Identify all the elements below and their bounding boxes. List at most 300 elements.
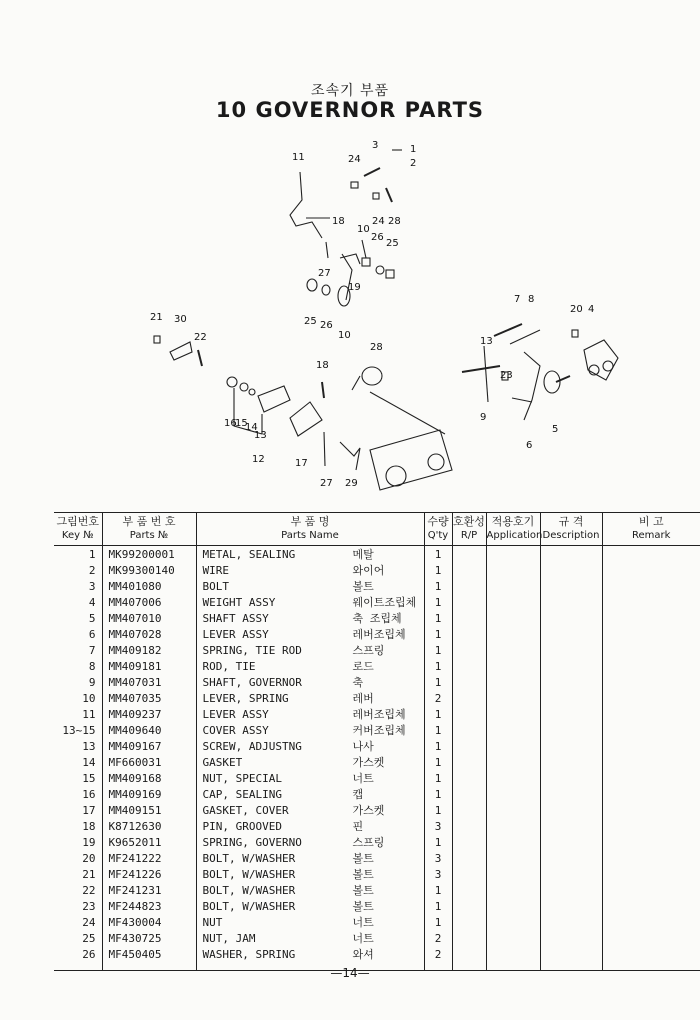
description-cell (540, 866, 602, 882)
rp-cell (452, 914, 486, 930)
key: 19 (82, 835, 96, 849)
part-name-korean: 가스켓 (352, 756, 385, 769)
quantity: 3 (424, 850, 452, 866)
part-name-korean: 볼트 (352, 580, 374, 593)
table-row (54, 706, 700, 722)
part-number: MM407035 (102, 690, 196, 706)
part-name-english: LEVER, SPRING (202, 692, 289, 705)
quantity: 1 (424, 642, 452, 658)
part-number: MF244823 (102, 898, 196, 914)
rp-cell (452, 706, 486, 722)
callout: 24 (348, 154, 361, 165)
part-name (196, 898, 424, 914)
part-name-english: ROD, TIE (202, 660, 256, 673)
quantity: 1 (424, 914, 452, 930)
description-cell (540, 722, 602, 738)
callout: 26 (320, 320, 333, 331)
part-number: MK99300140 (102, 562, 196, 578)
part-number: MM409151 (102, 802, 196, 818)
key: 16 (82, 787, 96, 801)
part-number: MM401080 (102, 578, 196, 594)
quantity: 3 (424, 866, 452, 882)
table-row (54, 866, 700, 882)
table-row (54, 850, 700, 866)
part-name (196, 642, 424, 658)
table-row (54, 914, 700, 930)
part-name-english: CAP, SEALING (202, 788, 282, 801)
callout: 16 (224, 418, 237, 429)
callout: 17 (295, 458, 308, 469)
key: 13 (82, 739, 96, 753)
header-description: 규 격 Description (540, 513, 602, 546)
part-name-english: SPRING, GOVERNO (202, 836, 302, 849)
application-cell (486, 882, 540, 898)
key: 22 (82, 883, 96, 897)
key: 2 (88, 563, 96, 577)
rp-cell (452, 866, 486, 882)
part-name-korean: 커버조립체 (352, 724, 406, 737)
part-name-korean: 레버조립체 (352, 628, 406, 641)
part-name-korean: 축 (352, 676, 364, 689)
quantity: 1 (424, 578, 452, 594)
rp-cell (452, 850, 486, 866)
table-row (54, 898, 700, 914)
remark-cell (602, 546, 700, 563)
callout: 22 (194, 332, 207, 343)
description-cell (540, 898, 602, 914)
callout: 18 (316, 360, 329, 371)
rp-cell (452, 722, 486, 738)
application-cell (486, 786, 540, 802)
table-row (54, 610, 700, 626)
part-name (196, 834, 424, 850)
part-number: MM409167 (102, 738, 196, 754)
description-cell (540, 930, 602, 946)
description-cell (540, 754, 602, 770)
part-number: MM407010 (102, 610, 196, 626)
callout: 2 (410, 158, 417, 169)
lever-11-shape (290, 172, 322, 238)
key: 20 (82, 851, 96, 865)
part-name (196, 866, 424, 882)
quantity: 2 (424, 690, 452, 706)
application-cell (486, 722, 540, 738)
table-header-row (54, 513, 700, 546)
title-english: 10 GOVERNOR PARTS (215, 98, 485, 122)
part-name (196, 818, 424, 834)
description-cell (540, 562, 602, 578)
quantity: 1 (424, 562, 452, 578)
part-name-korean: 축 조립체 (352, 612, 402, 625)
part-name (196, 610, 424, 626)
part-name (196, 722, 424, 738)
callout: 14 (245, 422, 258, 433)
callout: 27 (320, 478, 333, 489)
key: 7 (88, 643, 96, 657)
callout: 4 (588, 304, 595, 315)
remark-cell (602, 898, 700, 914)
application-cell (486, 610, 540, 626)
table-row (54, 754, 700, 770)
part-number: MF241226 (102, 866, 196, 882)
application-cell (486, 706, 540, 722)
part-name-korean: 메탈 (352, 548, 374, 561)
header-remark: 비 고 Remark (602, 513, 700, 546)
part-name-english: BOLT, W/WASHER (202, 884, 296, 897)
description-cell (540, 850, 602, 866)
part-name-english: WEIGHT ASSY (202, 596, 276, 609)
part-name-korean: 로드 (352, 660, 374, 673)
application-cell (486, 546, 540, 563)
rp-cell (452, 898, 486, 914)
part-name-english: BOLT, W/WASHER (202, 868, 296, 881)
key: 4 (88, 595, 96, 609)
part-name-korean: 볼트 (352, 868, 374, 881)
callout: 27 (318, 268, 331, 279)
table-row (54, 722, 700, 738)
part-name-english: NUT, JAM (202, 932, 256, 945)
callout: 10 (338, 330, 351, 341)
part-number: MM407006 (102, 594, 196, 610)
application-cell (486, 850, 540, 866)
description-cell (540, 738, 602, 754)
rp-cell (452, 690, 486, 706)
application-cell (486, 770, 540, 786)
part-name (196, 562, 424, 578)
rp-cell (452, 834, 486, 850)
part-name (196, 690, 424, 706)
application-cell (486, 898, 540, 914)
callout: 30 (174, 314, 187, 325)
part-name (196, 706, 424, 722)
quantity: 1 (424, 658, 452, 674)
callout: 25 (386, 238, 399, 249)
description-cell (540, 626, 602, 642)
remark-cell (602, 738, 700, 754)
table-row (54, 802, 700, 818)
part-name (196, 930, 424, 946)
application-cell (486, 738, 540, 754)
part-name-english: COVER ASSY (202, 724, 269, 737)
rp-cell (452, 610, 486, 626)
part-number: MM409237 (102, 706, 196, 722)
part-name-english: GASKET (202, 756, 243, 769)
description-cell (540, 642, 602, 658)
callout: 15 (235, 418, 248, 429)
rp-cell (452, 882, 486, 898)
callout: 24 (372, 216, 385, 227)
rp-cell (452, 674, 486, 690)
description-cell (540, 914, 602, 930)
rp-cell (452, 658, 486, 674)
application-cell (486, 674, 540, 690)
table-row (54, 818, 700, 834)
part-number: MF430004 (102, 914, 196, 930)
part-name (196, 850, 424, 866)
part-name-korean: 레버 (352, 692, 374, 705)
key: 24 (82, 915, 96, 929)
remark-cell (602, 770, 700, 786)
callout: 25 (304, 316, 317, 327)
table-row (54, 578, 700, 594)
table-row (54, 738, 700, 754)
part-number: MF430725 (102, 930, 196, 946)
callout: 28 (370, 342, 383, 353)
header-application: 적용호기 Application (486, 513, 540, 546)
remark-cell (602, 562, 700, 578)
rp-cell (452, 770, 486, 786)
remark-cell (602, 866, 700, 882)
rp-cell (452, 642, 486, 658)
part-number: MM407031 (102, 674, 196, 690)
key: 15 (82, 771, 96, 785)
quantity: 1 (424, 786, 452, 802)
table-row (54, 594, 700, 610)
description-cell (540, 802, 602, 818)
application-cell (486, 818, 540, 834)
quantity: 1 (424, 770, 452, 786)
part-name-english: NUT, SPECIAL (202, 772, 282, 785)
callout: 8 (528, 294, 535, 305)
part-name (196, 674, 424, 690)
remark-cell (602, 690, 700, 706)
key: 21 (82, 867, 96, 881)
header-rp: 호환성 R/P (452, 513, 486, 546)
key: 8 (88, 659, 96, 673)
table-row (54, 546, 700, 563)
part-name-english: NUT (202, 916, 223, 929)
callout: 13 (254, 430, 267, 441)
exploded-parts-diagram (0, 130, 700, 500)
header-key: 그림번호 Key № (54, 513, 102, 546)
remark-cell (602, 834, 700, 850)
application-cell (486, 754, 540, 770)
part-name-korean: 너트 (352, 772, 374, 785)
table-row (54, 690, 700, 706)
key: 14 (82, 755, 96, 769)
description-cell (540, 882, 602, 898)
table-row (54, 674, 700, 690)
application-cell (486, 802, 540, 818)
table-row (54, 658, 700, 674)
application-cell (486, 626, 540, 642)
description-cell (540, 786, 602, 802)
key: 6 (88, 627, 96, 641)
part-name-english: SPRING, TIE ROD (202, 644, 302, 657)
callout: 12 (252, 454, 265, 465)
key: 1 (88, 547, 96, 561)
application-cell (486, 690, 540, 706)
rp-cell (452, 802, 486, 818)
quantity: 1 (424, 802, 452, 818)
table-row (54, 642, 700, 658)
table-row (54, 770, 700, 786)
table-row (54, 882, 700, 898)
application-cell (486, 594, 540, 610)
quantity: 2 (424, 930, 452, 946)
rp-cell (452, 818, 486, 834)
part-number: MM407028 (102, 626, 196, 642)
remark-cell (602, 658, 700, 674)
callout: 19 (348, 282, 361, 293)
remark-cell (602, 578, 700, 594)
quantity: 1 (424, 882, 452, 898)
part-number: MF450405 (102, 946, 196, 971)
description-cell (540, 770, 602, 786)
part-name-korean: 와셔 (352, 948, 374, 961)
header-part-name: 부 품 명 Parts Name (196, 513, 424, 546)
part-name-korean: 너트 (352, 916, 374, 929)
rp-cell (452, 578, 486, 594)
part-name-korean: 볼트 (352, 852, 374, 865)
remark-cell (602, 674, 700, 690)
part-name-korean: 너트 (352, 932, 374, 945)
callout: 18 (332, 216, 345, 227)
callout-labels (150, 140, 594, 489)
callout: 26 (371, 232, 384, 243)
part-number: K8712630 (102, 818, 196, 834)
description-cell (540, 690, 602, 706)
remark-cell (602, 594, 700, 610)
quantity: 1 (424, 738, 452, 754)
rp-cell (452, 562, 486, 578)
title-korean: 조속기 부품 (310, 83, 390, 99)
application-cell (486, 578, 540, 594)
key: 3 (88, 579, 96, 593)
remark-cell (602, 626, 700, 642)
callout: 3 (372, 140, 379, 151)
quantity: 1 (424, 546, 452, 563)
remark-cell (602, 754, 700, 770)
part-name (196, 770, 424, 786)
quantity: 1 (424, 626, 452, 642)
remark-cell (602, 914, 700, 930)
part-name (196, 626, 424, 642)
part-name-english: WASHER, SPRING (202, 948, 296, 961)
part-number: K9652011 (102, 834, 196, 850)
rp-cell (452, 626, 486, 642)
rp-cell (452, 738, 486, 754)
description-cell (540, 706, 602, 722)
part-number: MF241231 (102, 882, 196, 898)
part-name (196, 658, 424, 674)
part-name-korean: 레버조립체 (352, 708, 406, 721)
part-number: MM409168 (102, 770, 196, 786)
part-name-english: SCREW, ADJUSTNG (202, 740, 302, 753)
remark-cell (602, 850, 700, 866)
part-number: MM409181 (102, 658, 196, 674)
part-number: MK99200001 (102, 546, 196, 563)
table-row (54, 834, 700, 850)
quantity: 1 (424, 722, 452, 738)
quantity: 1 (424, 674, 452, 690)
key: 26 (82, 947, 96, 961)
remark-cell (602, 930, 700, 946)
quantity: 1 (424, 594, 452, 610)
part-name-english: BOLT, W/WASHER (202, 852, 296, 865)
part-name-korean: 핀 (352, 820, 364, 833)
part-name-english: GASKET, COVER (202, 804, 289, 817)
part-name (196, 546, 424, 563)
part-name-english: SHAFT ASSY (202, 612, 269, 625)
callout: 23 (500, 370, 513, 381)
callout: 1 (410, 144, 417, 155)
part-number: MF241222 (102, 850, 196, 866)
parts-table (54, 512, 700, 971)
part-name-english: SHAFT, GOVERNOR (202, 676, 302, 689)
header-part-no: 부 품 번 호 Parts № (102, 513, 196, 546)
description-cell (540, 818, 602, 834)
part-number: MF660031 (102, 754, 196, 770)
description-cell (540, 658, 602, 674)
part-name-korean: 웨이트조립체 (352, 596, 417, 609)
rp-cell (452, 754, 486, 770)
rp-cell (452, 546, 486, 563)
remark-cell (602, 882, 700, 898)
callout: 10 (357, 224, 370, 235)
rp-cell (452, 786, 486, 802)
remark-cell (602, 802, 700, 818)
application-cell (486, 914, 540, 930)
part-name-korean: 나사 (352, 740, 374, 753)
description-cell (540, 674, 602, 690)
quantity: 1 (424, 834, 452, 850)
description-cell (540, 578, 602, 594)
part-name (196, 578, 424, 594)
description-cell (540, 834, 602, 850)
part-name-korean: 가스켓 (352, 804, 385, 817)
table-row (54, 786, 700, 802)
rp-cell (452, 594, 486, 610)
page-number: —14— (330, 966, 370, 980)
part-name-english: BOLT (202, 580, 229, 593)
part-name (196, 786, 424, 802)
part-name-korean: 볼트 (352, 900, 374, 913)
remark-cell (602, 642, 700, 658)
key: 9 (88, 675, 96, 689)
rp-cell (452, 930, 486, 946)
part-name-english: BOLT, W/WASHER (202, 900, 296, 913)
description-cell (540, 546, 602, 563)
table-row (54, 562, 700, 578)
description-cell (540, 610, 602, 626)
part-name-english: PIN, GROOVED (202, 820, 282, 833)
part-name (196, 914, 424, 930)
application-cell (486, 834, 540, 850)
key: 18 (82, 819, 96, 833)
part-name-korean: 볼트 (352, 884, 374, 897)
key: 13~15 (62, 723, 96, 737)
remark-cell (602, 610, 700, 626)
part-number: MM409169 (102, 786, 196, 802)
quantity: 1 (424, 610, 452, 626)
remark-cell (602, 818, 700, 834)
part-name-korean: 스프링 (352, 644, 385, 657)
callout: 9 (480, 412, 487, 423)
part-name-english: WIRE (202, 564, 229, 577)
application-cell (486, 658, 540, 674)
part-name (196, 882, 424, 898)
part-number: MM409182 (102, 642, 196, 658)
quantity: 1 (424, 706, 452, 722)
callout: 28 (388, 216, 401, 227)
quantity: 2 (424, 946, 452, 971)
remark-cell (602, 786, 700, 802)
callout: 7 (514, 294, 521, 305)
callout: 21 (150, 312, 163, 323)
callout: 13 (480, 336, 493, 347)
callout: 6 (526, 440, 533, 451)
